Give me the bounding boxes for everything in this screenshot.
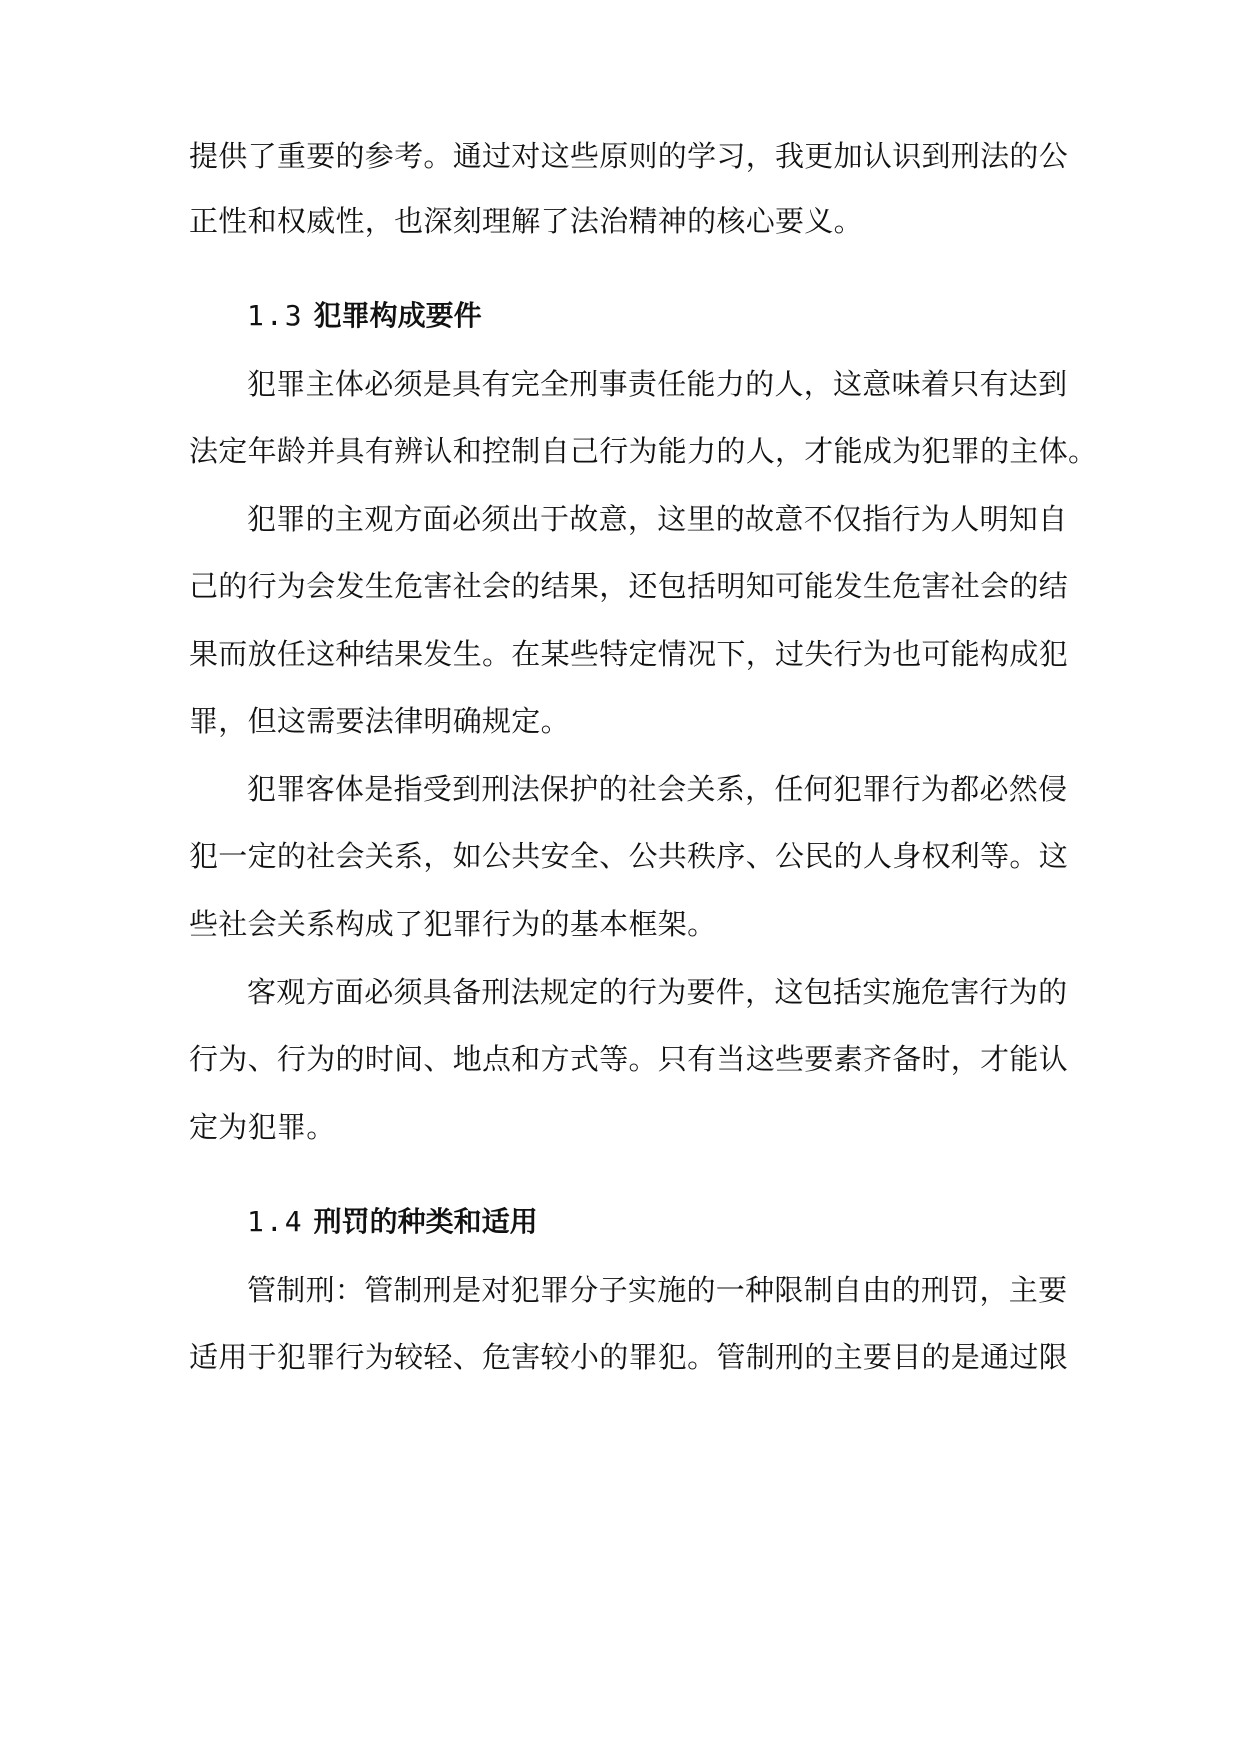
paragraph-line: 法定年龄并具有辨认和控制自己行为能力的人，才能成为犯罪的主体。 xyxy=(189,434,1098,468)
paragraph-line: 犯罪客体是指受到刑法保护的社会关系，任何犯罪行为都必然侵 xyxy=(247,772,1068,806)
paragraph-line: 些社会关系构成了犯罪行为的基本框架。 xyxy=(189,907,717,941)
section-title: 刑罚的种类和适用 xyxy=(313,1205,538,1238)
paragraph-line: 管制刑：管制刑是对犯罪分子实施的一种限制自由的刑罚，主要 xyxy=(247,1273,1068,1307)
section-heading-1-4 xyxy=(247,1202,538,1242)
section-number: 1.3 xyxy=(247,299,304,332)
paragraph-line: 罪，但这需要法律明确规定。 xyxy=(189,704,570,738)
paragraph-line: 犯罪主体必须是具有完全刑事责任能力的人，这意味着只有达到 xyxy=(247,367,1068,401)
paragraph-line: 果而放任这种结果发生。在某些特定情况下，过失行为也可能构成犯 xyxy=(189,637,1069,671)
paragraph-line: 客观方面必须具备刑法规定的行为要件，这包括实施危害行为的 xyxy=(247,975,1068,1009)
section-number: 1.4 xyxy=(247,1205,304,1238)
paragraph-line: 适用于犯罪行为较轻、危害较小的罪犯。管制刑的主要目的是通过限 xyxy=(189,1340,1069,1374)
paragraph-line: 行为、行为的时间、地点和方式等。只有当这些要素齐备时，才能认 xyxy=(189,1042,1069,1076)
paragraph-line: 犯罪的主观方面必须出于故意，这里的故意不仅指行为人明知自 xyxy=(247,502,1068,536)
paragraph-line: 己的行为会发生危害社会的结果，还包括明知可能发生危害社会的结 xyxy=(189,569,1069,603)
section-title: 犯罪构成要件 xyxy=(313,299,482,332)
paragraph-line: 正性和权威性，也深刻理解了法治精神的核心要义。 xyxy=(189,204,863,238)
section-heading-1-3 xyxy=(247,296,482,336)
paragraph-line: 定为犯罪。 xyxy=(189,1110,336,1144)
paragraph-line: 提供了重要的参考。通过对这些原则的学习，我更加认识到刑法的公 xyxy=(189,139,1069,173)
paragraph-line: 犯一定的社会关系，如公共安全、公共秩序、公民的人身权利等。这 xyxy=(189,839,1069,873)
